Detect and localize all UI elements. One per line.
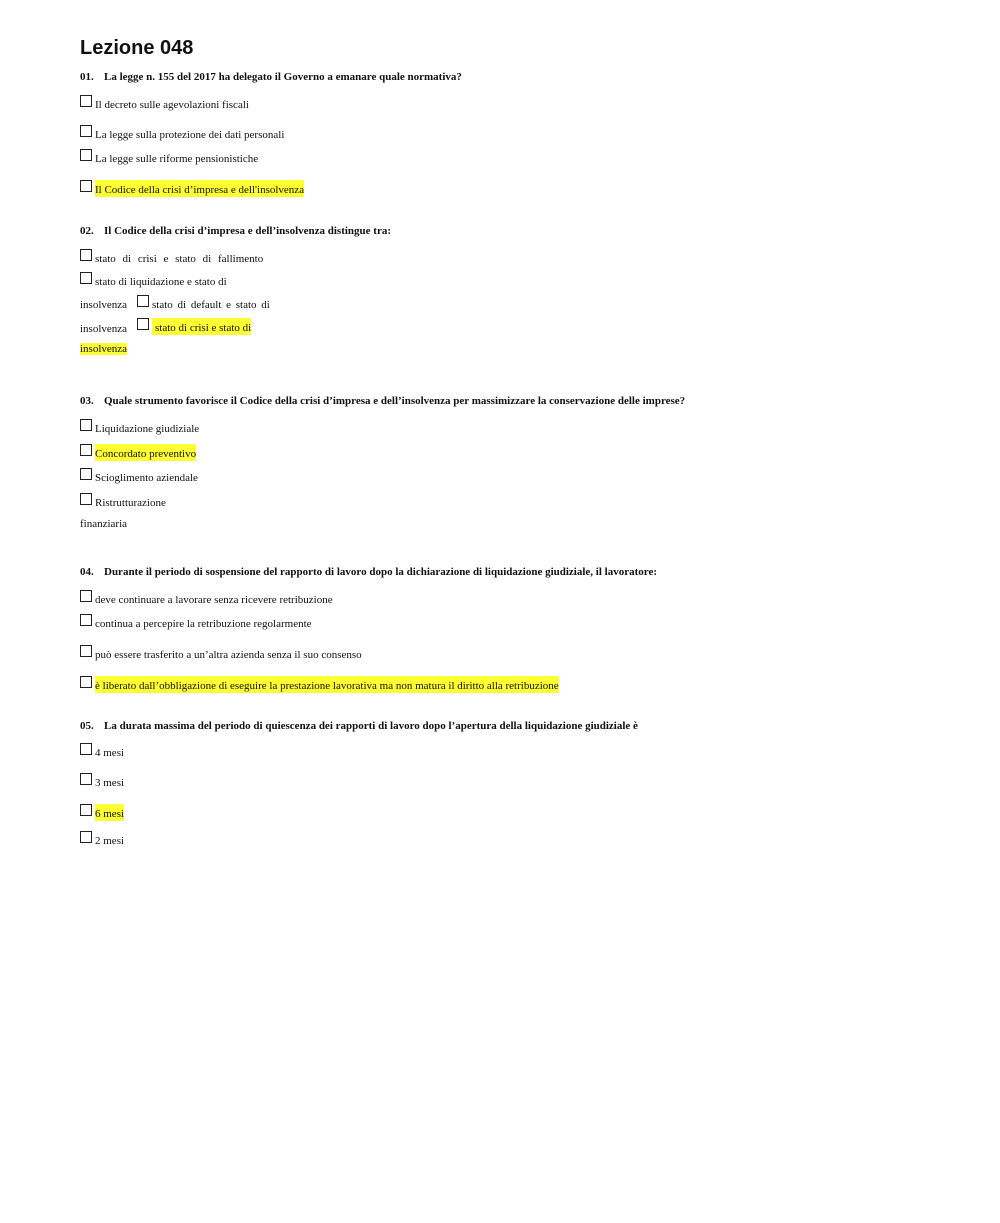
option-label: può essere trasferito a un’altra azienda senza il suo consenso — [95, 649, 362, 661]
page-title: Lezione 048 — [80, 37, 194, 59]
checkbox[interactable] — [80, 180, 92, 192]
checkbox[interactable] — [137, 318, 149, 330]
checkbox[interactable] — [80, 773, 92, 785]
checkbox[interactable] — [80, 614, 92, 626]
question-04 — [80, 566, 657, 578]
option-continuation-highlighted: insolvenza — [80, 343, 128, 355]
question-02 — [80, 225, 391, 237]
checkbox[interactable] — [80, 272, 92, 284]
q04-option-b[interactable] — [80, 614, 312, 631]
option-label: stato di crisi e stato di fallimento — [95, 253, 264, 265]
checkbox[interactable] — [80, 804, 92, 816]
q01-option-d-correct[interactable] — [80, 180, 304, 197]
q03-option-c[interactable] — [80, 468, 198, 485]
option-label: Ristrutturazione — [95, 497, 166, 509]
q01-option-b[interactable] — [80, 125, 284, 142]
option-label: Scioglimento aziendale — [95, 472, 198, 484]
option-label: La legge sulle riforme pensionistiche — [95, 153, 259, 165]
question-01 — [80, 71, 462, 83]
checkbox[interactable] — [80, 676, 92, 688]
checkbox[interactable] — [80, 444, 92, 456]
option-label-highlighted: 6 mesi — [95, 804, 124, 821]
checkbox[interactable] — [80, 468, 92, 480]
option-label: stato di default e stato di — [152, 299, 270, 311]
q02-option-a[interactable] — [80, 249, 263, 266]
question-text: La legge n. 155 del 2017 ha delegato il Governo a emanare quale normativa? — [104, 71, 462, 83]
option-label-highlighted: stato di crisi e stato di — [152, 318, 251, 335]
option-label-highlighted: Concordato preventivo — [95, 444, 196, 461]
option-label: continua a percepire la retribuzione regolarmente — [95, 618, 312, 630]
question-03 — [80, 395, 685, 407]
question-text: Durante il periodo di sospensione del rapporto di lavoro dopo la dichiarazione di liquidazione giudiziale, il lavoratore: — [104, 566, 657, 578]
q03-option-b-correct[interactable] — [80, 444, 196, 461]
option-label: Liquidazione giudiziale — [95, 423, 200, 435]
option-label: 2 mesi — [95, 835, 125, 847]
question-text: La durata massima del periodo di quiescenza dei rapporti di lavoro dopo l’apertura della liquidazione giudiziale è — [104, 720, 638, 732]
option-label: La legge sulla protezione dei dati personali — [95, 129, 285, 141]
option-label: 4 mesi — [95, 747, 125, 759]
q02-option-b[interactable] — [80, 272, 227, 289]
q05-option-c-correct[interactable] — [80, 804, 124, 821]
q04-option-a[interactable] — [80, 590, 333, 607]
question-number: 04. — [80, 566, 94, 578]
option-continuation: insolvenza — [80, 299, 128, 311]
option-continuation: finanziaria — [80, 518, 128, 530]
question-number: 03. — [80, 395, 94, 407]
checkbox[interactable] — [80, 590, 92, 602]
q03-option-d[interactable] — [80, 493, 166, 510]
checkbox[interactable] — [80, 149, 92, 161]
option-continuation: insolvenza — [80, 323, 128, 335]
checkbox[interactable] — [137, 295, 149, 307]
option-label: deve continuare a lavorare senza ricevere retribuzione — [95, 594, 333, 606]
checkbox[interactable] — [80, 249, 92, 261]
option-label-highlighted: è liberato dall’obbligazione di eseguire la prestazione lavorativa ma non matura il diritto alla retribuzione — [95, 676, 559, 693]
option-label: Il decreto sulle agevolazioni fiscali — [95, 99, 249, 111]
checkbox[interactable] — [80, 493, 92, 505]
q04-option-c[interactable] — [80, 645, 362, 662]
q02-option-c[interactable] — [137, 295, 270, 312]
option-label-highlighted: Il Codice della crisi d’impresa e dell'insolvenza — [95, 180, 304, 197]
checkbox[interactable] — [80, 831, 92, 843]
option-label: stato di liquidazione e stato di — [95, 276, 227, 288]
q03-option-a[interactable] — [80, 419, 199, 436]
q05-option-d[interactable] — [80, 831, 124, 848]
checkbox[interactable] — [80, 125, 92, 137]
q01-option-a[interactable] — [80, 95, 249, 112]
q04-option-d-correct[interactable] — [80, 676, 559, 693]
question-number: 05. — [80, 720, 94, 732]
question-number: 02. — [80, 225, 94, 237]
checkbox[interactable] — [80, 645, 92, 657]
q05-option-a[interactable] — [80, 743, 124, 760]
option-label: 3 mesi — [95, 777, 125, 789]
question-text: Quale strumento favorisce il Codice della crisi d’impresa e dell’insolvenza per massimizzare la conservazione delle imprese? — [104, 395, 686, 407]
question-text: Il Codice della crisi d’impresa e dell’insolvenza distingue tra: — [104, 225, 392, 237]
question-05 — [80, 720, 638, 732]
question-number: 01. — [80, 71, 94, 83]
checkbox[interactable] — [80, 95, 92, 107]
q05-option-b[interactable] — [80, 773, 124, 790]
checkbox[interactable] — [80, 743, 92, 755]
q02-option-d-correct[interactable] — [137, 318, 251, 335]
checkbox[interactable] — [80, 419, 92, 431]
q01-option-c[interactable] — [80, 149, 258, 166]
